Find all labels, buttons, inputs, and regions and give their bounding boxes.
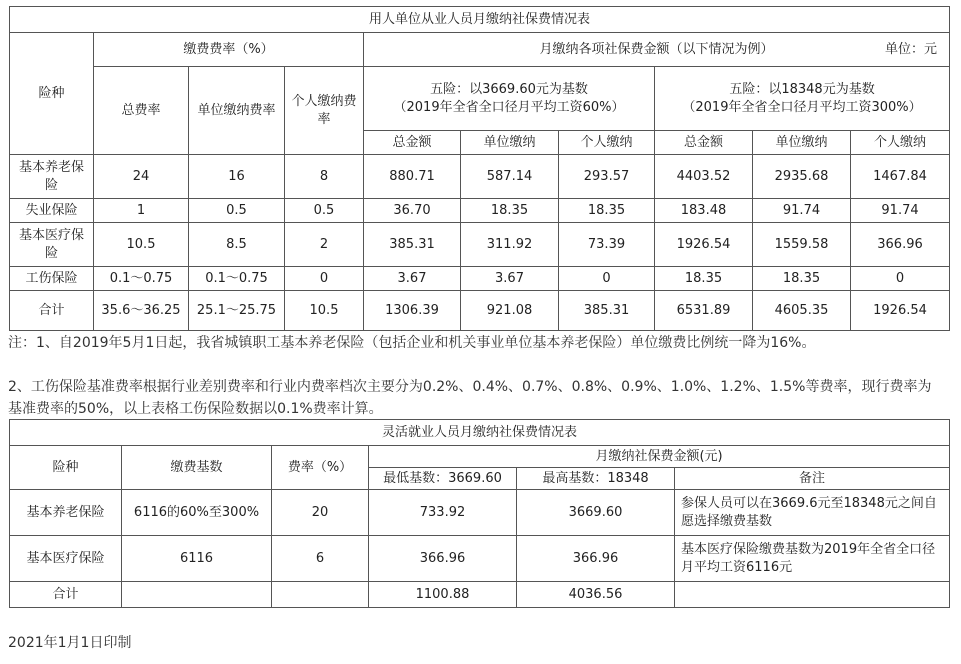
note-2: 2、工伤保险基准费率根据行业差别费率和行业内费率档次主要分为0.2%、0.4%、0.7%、0.8%、0.9%、1.0%、1.2%、1.5%等费率，现行费率为基准费率的50%，以上表格工伤保险数据以0.1%费率计算。: [8, 379, 932, 417]
table1-title: 用人单位从业人员月缴纳社保费情况表: [10, 7, 950, 33]
table1-col-unit-rate: 单位缴纳费率: [189, 67, 285, 155]
cell-a1: 1306.39: [364, 291, 461, 331]
cell-total-rate: 24: [94, 155, 189, 199]
cell-total-rate: 0.1～0.75: [94, 267, 189, 291]
cell-b1: 18.35: [655, 267, 753, 291]
cell-remark: [675, 582, 950, 608]
table1-col-b-unit: 单位缴纳: [753, 131, 851, 155]
cell-rate: 6: [272, 536, 369, 582]
row-name: 基本医疗保险: [10, 223, 94, 267]
cell-b3: 1467.84: [851, 155, 950, 199]
cell-unit-rate: 25.1～25.75: [189, 291, 285, 331]
cell-unit-rate: 16: [189, 155, 285, 199]
cell-remark: 参保人员可以在3669.6元至18348元之间自愿选择缴费基数: [675, 490, 950, 536]
cell-b1: 183.48: [655, 199, 753, 223]
cell-a2: 921.08: [461, 291, 559, 331]
flexible-employment-table: [9, 419, 950, 608]
cell-b2: 91.74: [753, 199, 851, 223]
table1-base2-line1: 五险：以18348元为基数: [729, 81, 875, 97]
cell-personal-rate: 0: [285, 267, 364, 291]
print-date: 2021年1月1日印制: [8, 635, 132, 651]
cell-min: 733.92: [369, 490, 517, 536]
table2-col-base: 缴费基数: [122, 446, 272, 490]
cell-b1: 6531.89: [655, 291, 753, 331]
cell-base: [122, 582, 272, 608]
table-row: [10, 223, 950, 267]
cell-b2: 4605.35: [753, 291, 851, 331]
cell-personal-rate: 0.5: [285, 199, 364, 223]
cell-base: 6116的60%至300%: [122, 490, 272, 536]
row-name: 失业保险: [10, 199, 94, 223]
table1-col-total-rate: 总费率: [94, 67, 189, 155]
cell-unit-rate: 0.5: [189, 199, 285, 223]
table1-base2-header: [655, 67, 950, 131]
cell-remark: 基本医疗保险缴费基数为2019年全省全口径月平均工资6116元: [675, 536, 950, 582]
cell-base: 6116: [122, 536, 272, 582]
table2-title: 灵活就业人员月缴纳社保费情况表: [10, 420, 950, 446]
cell-b3: 0: [851, 267, 950, 291]
cell-unit-rate: 8.5: [189, 223, 285, 267]
table1-col-a-unit: 单位缴纳: [461, 131, 559, 155]
cell-a1: 36.70: [364, 199, 461, 223]
table1-col-a-total: 总金额: [364, 131, 461, 155]
cell-a3: 73.39: [559, 223, 655, 267]
row-name: 基本养老保险: [10, 155, 94, 199]
table1-base1-line2: （2019年全省全口径月平均工资60%）: [393, 99, 625, 115]
table1-amount-header: [364, 33, 950, 67]
cell-b1: 4403.52: [655, 155, 753, 199]
cell-unit-rate: 0.1～0.75: [189, 267, 285, 291]
cell-b2: 1559.58: [753, 223, 851, 267]
cell-a2: 587.14: [461, 155, 559, 199]
table-row-total: [10, 291, 950, 331]
cell-total-rate: 1: [94, 199, 189, 223]
table1-base1-header: [364, 67, 655, 131]
row-name: 基本养老保险: [10, 490, 122, 536]
cell-a2: 18.35: [461, 199, 559, 223]
cell-b3: 1926.54: [851, 291, 950, 331]
table2-col-rate: 费率（%）: [272, 446, 369, 490]
table-row: [10, 155, 950, 199]
cell-min: 1100.88: [369, 582, 517, 608]
table1-rate-header: 缴费费率（%）: [94, 33, 364, 67]
table-row-total: [10, 582, 950, 608]
table1-col-b-total: 总金额: [655, 131, 753, 155]
cell-b1: 1926.54: [655, 223, 753, 267]
cell-max: 366.96: [517, 536, 675, 582]
table2-col-max: 最高基数：18348: [517, 468, 675, 490]
table2-col-remark: 备注: [675, 468, 950, 490]
cell-b2: 2935.68: [753, 155, 851, 199]
table1-col-insurance: 险种: [10, 33, 94, 155]
row-name: 合计: [10, 582, 122, 608]
cell-rate: [272, 582, 369, 608]
row-name: 工伤保险: [10, 267, 94, 291]
table-row: [10, 199, 950, 223]
cell-a2: 3.67: [461, 267, 559, 291]
cell-b3: 91.74: [851, 199, 950, 223]
table1-unit: 单位：元: [885, 41, 938, 57]
table-row: [10, 490, 950, 536]
cell-a2: 311.92: [461, 223, 559, 267]
cell-max: 3669.60: [517, 490, 675, 536]
table1-base1-line1: 五险：以3669.60元为基数: [430, 81, 588, 97]
table2-amount-header: 月缴纳社保费金额(元): [369, 446, 950, 468]
table1-col-b-personal: 个人缴纳: [851, 131, 950, 155]
table1-base2-line2: （2019年全省全口径月平均工资300%）: [682, 99, 922, 115]
cell-a1: 385.31: [364, 223, 461, 267]
cell-rate: 20: [272, 490, 369, 536]
note-1: 注：1、自2019年5月1日起，我省城镇职工基本养老保险（包括企业和机关事业单位基本养老保险）单位缴费比例统一降为16%。: [8, 335, 816, 351]
cell-max: 4036.56: [517, 582, 675, 608]
row-name: 基本医疗保险: [10, 536, 122, 582]
cell-personal-rate: 10.5: [285, 291, 364, 331]
table1-amount-header-text: 月缴纳各项社保费金额（以下情况为例）: [539, 41, 774, 57]
employer-insurance-table: [9, 6, 950, 331]
cell-a3: 293.57: [559, 155, 655, 199]
cell-a3: 0: [559, 267, 655, 291]
table1-col-personal-rate: 个人缴纳费率: [285, 67, 364, 155]
row-name: 合计: [10, 291, 94, 331]
cell-a1: 880.71: [364, 155, 461, 199]
cell-a3: 385.31: [559, 291, 655, 331]
cell-personal-rate: 2: [285, 223, 364, 267]
cell-a3: 18.35: [559, 199, 655, 223]
cell-b3: 366.96: [851, 223, 950, 267]
cell-total-rate: 10.5: [94, 223, 189, 267]
cell-personal-rate: 8: [285, 155, 364, 199]
table2-col-insurance: 险种: [10, 446, 122, 490]
table2-col-min: 最低基数：3669.60: [369, 468, 517, 490]
table1-col-a-personal: 个人缴纳: [559, 131, 655, 155]
cell-min: 366.96: [369, 536, 517, 582]
cell-total-rate: 35.6～36.25: [94, 291, 189, 331]
cell-a1: 3.67: [364, 267, 461, 291]
table-row: [10, 267, 950, 291]
cell-b2: 18.35: [753, 267, 851, 291]
table-row: [10, 536, 950, 582]
